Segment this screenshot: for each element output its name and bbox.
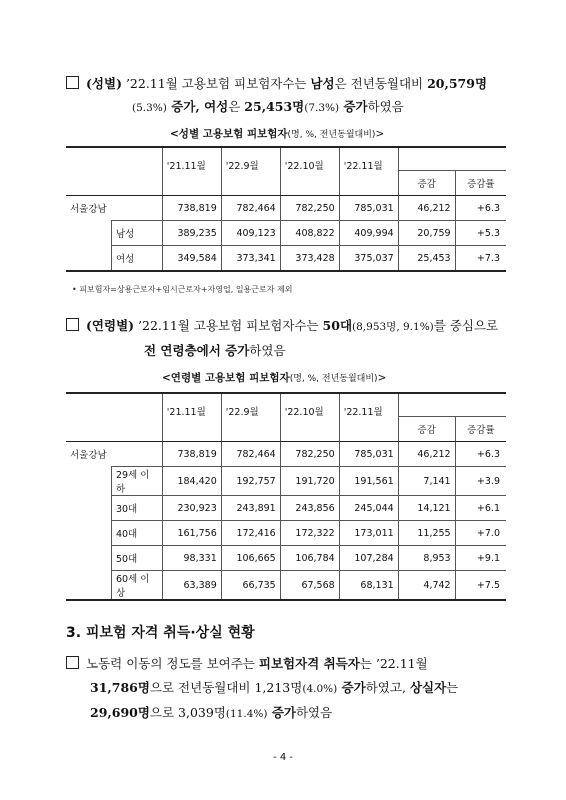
value-cell: 782,250: [280, 196, 339, 221]
value-cell: 738,819: [162, 196, 221, 221]
table-header-cell: '21.11월: [162, 393, 221, 442]
value-cell: 738,819: [162, 442, 221, 467]
value-cell: 11,255: [398, 521, 455, 546]
text-span: 는 ’22.11월: [359, 656, 428, 671]
table-row: [66, 442, 506, 467]
section-gender-label: (성별): [86, 76, 122, 91]
section-gender-line1: [66, 72, 506, 95]
category-cell: [111, 442, 162, 467]
value-cell: 20,759: [398, 221, 455, 246]
male-label: 남성: [310, 76, 335, 91]
value-cell: 782,464: [221, 442, 280, 467]
table-header-cell: 증감률: [455, 417, 506, 442]
section3-line1: [66, 652, 506, 676]
table-header-cell: '22.11월: [339, 393, 398, 442]
table-header-cell: [66, 147, 111, 196]
table-row: [66, 571, 506, 601]
text-span: 하였음: [249, 343, 286, 358]
value-cell: +7.0: [455, 521, 506, 546]
table-header-cell: '22.10월: [280, 147, 339, 196]
category-cell: 40대: [111, 521, 162, 546]
acquirer-label: 피보험자격 취득자: [258, 656, 360, 671]
value-cell: 67,568: [280, 571, 339, 601]
value-cell: 191,561: [339, 467, 398, 496]
gender-table: [66, 146, 506, 272]
section-age-line1: [66, 314, 506, 339]
page-number: - 4 -: [273, 752, 293, 763]
caption-title: <연령별 고용보험 피보험자: [162, 372, 290, 384]
checkbox-bullet-icon: [66, 656, 79, 669]
text-span: ’22.11월 고용보험 피보험자수는: [134, 318, 323, 333]
table-row: [66, 246, 506, 272]
value-cell: +7.3: [455, 246, 506, 272]
value-cell: 373,428: [280, 246, 339, 272]
value-cell: 408,822: [280, 221, 339, 246]
acquirer-count: 31,786명: [90, 680, 150, 695]
value-cell: 373,341: [221, 246, 280, 272]
value-cell: +6.1: [455, 496, 506, 521]
caption-unit: (명, %, 전년동월대비): [287, 130, 376, 140]
region-cell: [66, 546, 111, 571]
female-count: 25,453명: [244, 99, 305, 114]
value-cell: 243,856: [280, 496, 339, 521]
text-span: 증가, 여성: [166, 99, 229, 114]
table1-footnote: • 피보험자=상용근로자+임시근로자+자영업, 일용근로자 제외: [72, 285, 293, 294]
table-header-cell: [398, 147, 455, 171]
section-age-paragraph: [66, 314, 506, 362]
table-header-cell: [66, 393, 111, 442]
region-cell: [66, 496, 111, 521]
value-cell: +6.3: [455, 196, 506, 221]
value-cell: 782,250: [280, 442, 339, 467]
value-cell: 192,757: [221, 467, 280, 496]
value-cell: +9.1: [455, 546, 506, 571]
section3-line3: [66, 701, 506, 726]
value-cell: 785,031: [339, 442, 398, 467]
text-span: 은 전년동월대비: [334, 76, 428, 91]
table-header-cell: '22.9월: [221, 393, 280, 442]
section-gender-line2: [66, 95, 506, 120]
value-cell: 245,044: [339, 496, 398, 521]
value-cell: 8,953: [398, 546, 455, 571]
value-cell: 191,720: [280, 467, 339, 496]
value-cell: 243,891: [221, 496, 280, 521]
value-cell: 106,784: [280, 546, 339, 571]
male-pct: (5.3%): [132, 102, 167, 114]
table-header-cell: 증감: [398, 171, 455, 196]
checkbox-bullet-icon: [66, 318, 79, 331]
table-row: [66, 521, 506, 546]
category-cell: 50대: [111, 546, 162, 571]
table-header-cell: [111, 393, 162, 442]
value-cell: 782,464: [221, 196, 280, 221]
caption-close: >: [377, 372, 387, 384]
table2-caption: [162, 370, 386, 385]
table-header-cell: '21.11월: [162, 147, 221, 196]
table-header-cell: 증감: [398, 417, 455, 442]
value-cell: +6.3: [455, 442, 506, 467]
caption-unit: (명, %, 전년동월대비): [289, 374, 378, 384]
table-row: [66, 196, 506, 221]
male-count: 20,579명: [427, 76, 488, 91]
table-row: [66, 496, 506, 521]
loser-label: 상실자: [409, 680, 447, 695]
value-cell: 409,123: [221, 221, 280, 246]
table-header-cell: 증감률: [455, 171, 506, 196]
table-row: [66, 467, 506, 496]
section3-line2: [66, 676, 506, 701]
category-cell: [111, 196, 162, 221]
table-header-cell: '22.11월: [339, 147, 398, 196]
value-cell: 375,037: [339, 246, 398, 272]
category-cell: 여성: [111, 246, 162, 272]
value-cell: 63,389: [162, 571, 221, 601]
section-age-line2: [66, 339, 506, 362]
section-age-label: (연령별): [86, 318, 135, 333]
section-gender-paragraph: [66, 72, 506, 120]
value-cell: 98,331: [162, 546, 221, 571]
text-span: ’22.11월 고용보험 피보험자수는: [121, 76, 311, 91]
age-50-detail: (8,953명, 9.1%): [352, 321, 434, 333]
loser-count: 29,690명: [90, 705, 150, 720]
category-cell: 남성: [111, 221, 162, 246]
value-cell: 107,284: [339, 546, 398, 571]
value-cell: 25,453: [398, 246, 455, 272]
category-cell: 60세 이상: [111, 571, 162, 601]
value-cell: 161,756: [162, 521, 221, 546]
value-cell: 46,212: [398, 442, 455, 467]
text-span: 으로 전년동월대비 1,213명: [149, 680, 303, 695]
value-cell: 4,742: [398, 571, 455, 601]
table-row: [66, 221, 506, 246]
increase-label: 증가: [337, 680, 366, 695]
acquirer-pct: (4.0%): [302, 683, 338, 695]
value-cell: 66,735: [221, 571, 280, 601]
category-cell: 29세 이하: [111, 467, 162, 496]
value-cell: +7.5: [455, 571, 506, 601]
age-50-label: 50대: [322, 318, 353, 333]
value-cell: 389,235: [162, 221, 221, 246]
section3-heading: 3. 피보험 자격 취득·상실 현황: [66, 625, 255, 641]
region-cell: [66, 221, 111, 246]
text-span: 노동력 이동의 정도를 보여주는: [86, 656, 259, 671]
value-cell: 349,584: [162, 246, 221, 272]
value-cell: 14,121: [398, 496, 455, 521]
section-acquisition-paragraph: [66, 652, 506, 726]
table-row: [66, 546, 506, 571]
table-header-cell: '22.10월: [280, 393, 339, 442]
value-cell: 409,994: [339, 221, 398, 246]
text-span: 를 중심으로: [433, 318, 499, 333]
female-pct: (7.3%): [304, 102, 340, 114]
value-cell: 184,420: [162, 467, 221, 496]
value-cell: 230,923: [162, 496, 221, 521]
category-cell: 30대: [111, 496, 162, 521]
table-header-cell: [455, 147, 506, 171]
value-cell: 785,031: [339, 196, 398, 221]
table-header-cell: '22.9월: [221, 147, 280, 196]
text-span: 은: [228, 99, 245, 114]
all-ages-increase: 전 연령층에서 증가: [144, 343, 250, 358]
caption-title: <성별 고용보험 피보험자: [170, 128, 288, 140]
region-cell: [66, 246, 111, 272]
caption-close: >: [375, 128, 385, 140]
text-span: 으로 3,039명: [149, 705, 226, 720]
table-header-cell: [398, 393, 455, 417]
text-span: 하였음: [367, 99, 404, 114]
value-cell: 7,141: [398, 467, 455, 496]
value-cell: 172,416: [221, 521, 280, 546]
text-span: 하였고,: [365, 680, 410, 695]
value-cell: +3.9: [455, 467, 506, 496]
text-span: 증가: [339, 99, 368, 114]
value-cell: 173,011: [339, 521, 398, 546]
value-cell: 172,322: [280, 521, 339, 546]
loser-pct: (11.4%): [225, 708, 268, 720]
value-cell: +5.3: [455, 221, 506, 246]
region-cell: 서울강남: [70, 204, 107, 216]
checkbox-bullet-icon: [66, 76, 79, 89]
table-header-cell: [455, 393, 506, 417]
increase-label: 증가: [267, 705, 296, 720]
value-cell: 46,212: [398, 196, 455, 221]
value-cell: 106,665: [221, 546, 280, 571]
region-cell: 서울강남: [70, 450, 107, 462]
text-span: 하였음: [295, 705, 333, 720]
text-span: 는: [446, 680, 459, 695]
value-cell: 68,131: [339, 571, 398, 601]
region-cell: [66, 467, 111, 496]
region-cell: [66, 521, 111, 546]
age-table: [66, 392, 506, 601]
table1-caption: [170, 126, 384, 141]
region-cell: [66, 571, 111, 601]
table-header-cell: [111, 147, 162, 196]
